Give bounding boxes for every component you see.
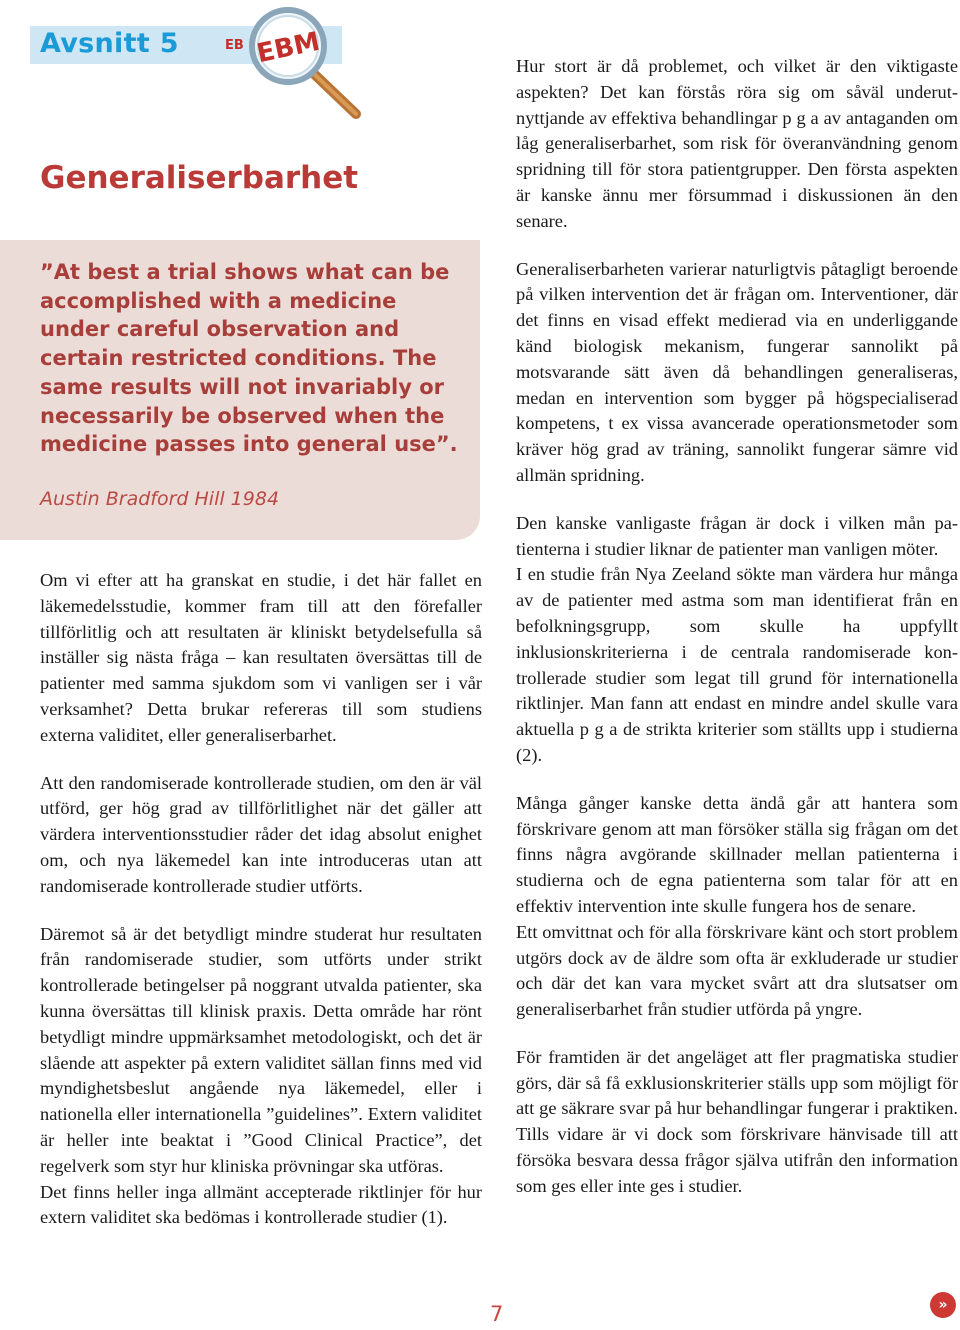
page-number: 7 (490, 1302, 504, 1326)
body-paragraph: Det finns heller inga allmänt accepterade riktlinjer för hur extern validitet ska bedömas i kontrollerade studier (1). (40, 1181, 482, 1228)
body-paragraph: Hur stort är då problemet, och vilket är den viktigaste aspekten? Det kan förstås röra sig om såväl underutnyttjande av effektiva behandlingar p g a av antaganden om låg generaliserbarhet, som risk för överanvändning genom spridning till för stora patientgrupper. Den första aspekten är kanske ännu mer försummad i diskussionen än den senare. (516, 56, 958, 231)
page-title: Generaliserbarhet (40, 160, 359, 196)
body-paragraph: Ett omvittnat och för alla förskrivare känt och stort problem utgörs dock av de äldre som ofta är exkluderade ur studier och där det kan vara mycket svårt att dra slutsatser om generaliserbarhet från studier utförda på yngre. (516, 921, 958, 1020)
ebm-magnifier-logo (240, 0, 366, 122)
quote-author: Austin Bradford Hill 1984 (40, 488, 280, 510)
body-paragraph: Däremot så är det betydligt mindre studerat hur resultaten från randomiserade studier, som utförts under strikt kontrollerade betingelser på noggrant utvalda patienter, ska kunna översättas till klinisk praxis. Detta område har rönt betydligt mindre uppmärksamhet metodologiskt, och det är slående att aspekter på extern validitet sällan finns med vid myndighetsbeslut angående nya läkemedel, eller i nationella eller internationella ”guidelines”. Extern validitet är heller inte beaktat i ”Good Clinical Practice”, det regelverk som styr hur kliniska prövningar ska utföras. (40, 923, 482, 1176)
next-page-button[interactable]: » (930, 1292, 956, 1318)
left-column (40, 568, 482, 1231)
body-paragraph: Om vi efter att ha granskat en studie, i det här fallet en läkemedelsstudie, kommer fram till att den förefaller tillförlitlig och att resultaten är kliniskt betydelsefulla så inställer sig nästa fråga – kan resultaten översättas till de patienter med samma sjukdom som vi vanligen ser i vår verksamhet? Detta brukar refereras till som studiens externa validitet, eller generaliserbarhet. (40, 570, 482, 745)
body-paragraph: I en studie från Nya Zeeland sökte man värdera hur många av de patienter med astma som man identifierat från en befolkningsgrupp, som skulle ha uppfyllt inklusionskriterierna i de centrala randomiserade kontrollerade studier som legat till grund för internationella riktlinjer. Man fann att endast en mindre andel skulle vara aktuella p g a de strikta kriterier som ställts upp i studierna (2). (516, 564, 958, 765)
right-column (516, 54, 958, 1200)
quote-text: ”At best a trial shows what can be accomplished with a medicine under careful observation and certain restricted conditions. The same results will not invariably or necessarily be observed when the medicine passes into general use”. (40, 260, 458, 457)
body-paragraph: Den kanske vanligaste frågan är dock i vilken mån patienterna i studier liknar de patienter man vanligen möter. (516, 512, 958, 559)
body-paragraph: För framtiden är det angeläget att fler pragmatiska studier görs, där så få exklusionskriterier ställs upp som möjligt för att ge säkrare svar på hur behandlingar fungerar i praktiken. Tills vidare är vi dock som förskrivare hänvisade till att försöka besvara dessa frågor själva utifrån den information som ges eller inte ges i studier. (516, 1046, 958, 1196)
body-paragraph: Generaliserbarheten varierar naturligtvis påtagligt beroende på vilken intervention det är frågan om. Interventioner, där det finns en visad effekt medierad via en underliggande känd biologisk mekanism, fungerar sannolikt på motsvarande sätt även då behandlingen generaliseras, medan en intervention som bygger på högspecialiserad kompetens, t ex vissa avancerade operationsmetoder som kräver hög grad av träning, sannolikt fungerar sämre vid allmän spridning. (516, 258, 958, 485)
logo-small-text: EB (225, 38, 244, 53)
body-paragraph: Att den randomiserade kontrollerade studien, om den är väl utförd, ger hög grad av tillförlitlighet när det gäller att värdera interventionsstudier råder det idag absolut enighet om, och nya läkemedel kan inte introduceras utan att randomiserade kontrollerade studier utförts. (40, 772, 482, 896)
body-paragraph: Många gånger kanske detta ändå går att hantera som förskrivare genom att man försöker ställa sig frågan om det finns några avgörande skillnader mellan patienterna i studierna och de egna patienterna som talar för att en effektiv intervention inte skulle fungera hos de senare. (516, 792, 958, 916)
logo-text: EBM (254, 26, 323, 70)
section-label: Avsnitt 5 (40, 28, 179, 59)
